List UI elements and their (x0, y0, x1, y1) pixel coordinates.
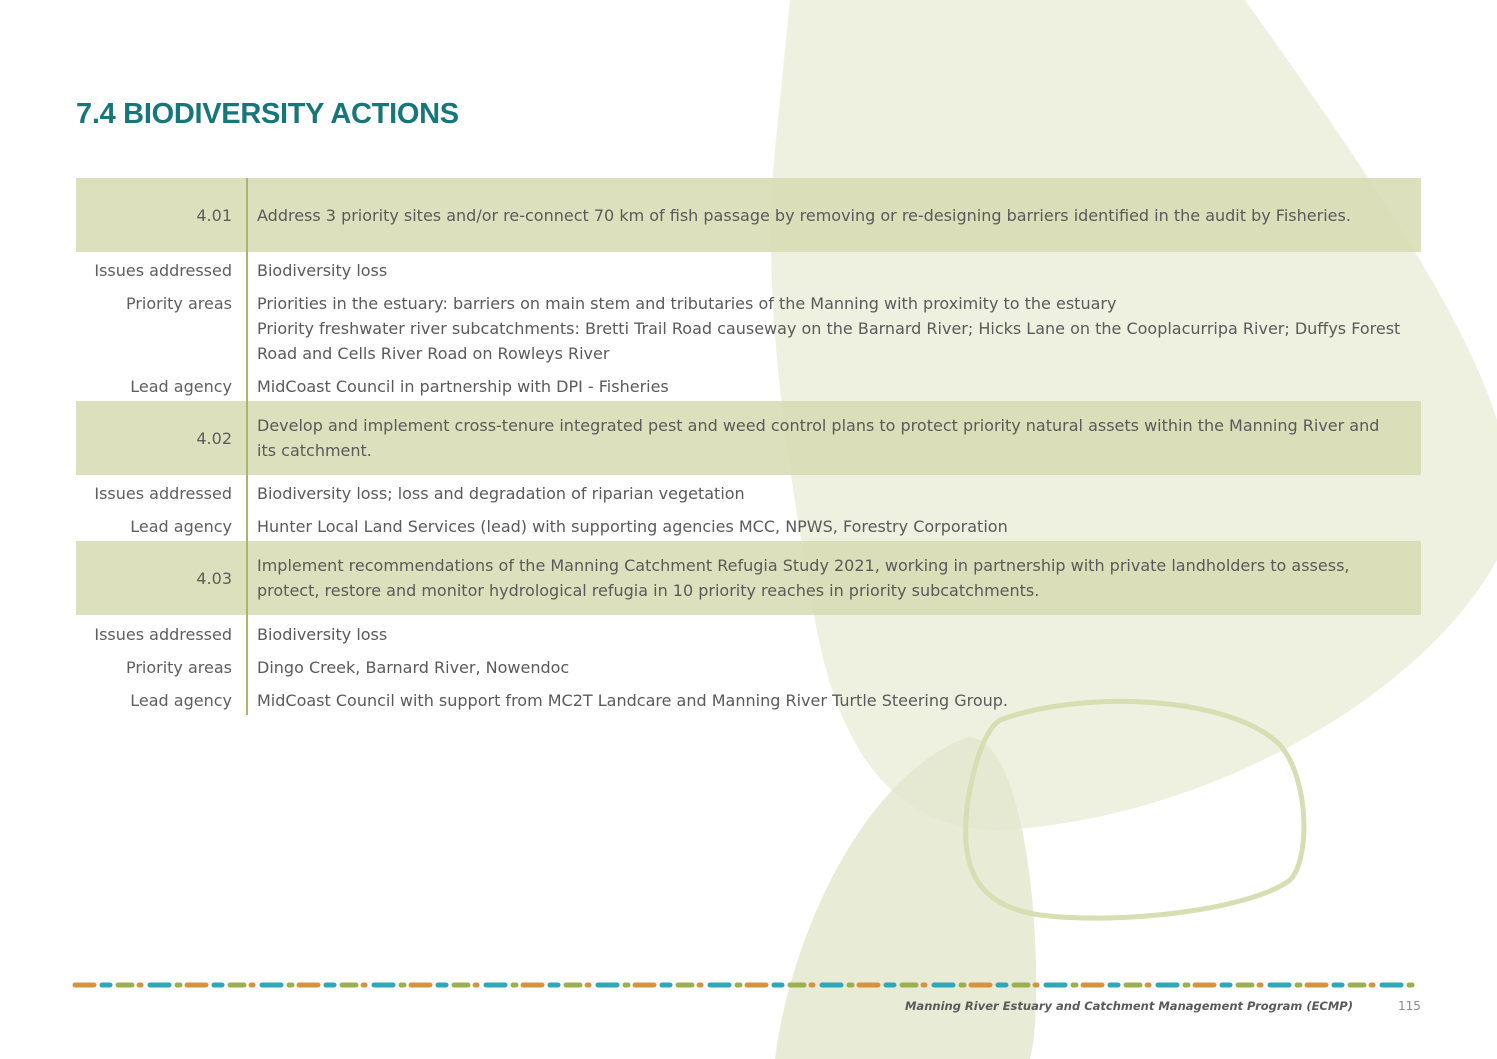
action-number: 4.02 (196, 428, 232, 448)
page-title: 7.4 BIODIVERSITY ACTIONS (76, 98, 459, 130)
footer-dashed-divider (72, 980, 1424, 990)
footer-document-title: Manning River Estuary and Catchment Management Program (ECMP) (904, 999, 1353, 1013)
detail-label: Lead agency (130, 517, 232, 536)
action-header-4-03 (76, 541, 1421, 615)
action-header-4-01 (76, 178, 1421, 252)
detail-label: Priority areas (125, 294, 232, 313)
detail-row-issues (76, 481, 1421, 506)
action-description: Address 3 priority sites and/or re-connect 70 km of fish passage by removing or re-designing barriers identified in the audit by Fisheries. (257, 205, 1351, 225)
detail-row-issues (76, 258, 1421, 283)
action-description: Develop and implement cross-tenure integrated pest and weed control plans to protect priority natural assets within the Manning River and its catchment. (257, 416, 1380, 460)
detail-value: Biodiversity loss (257, 625, 388, 644)
detail-row-lead-agency (76, 514, 1421, 539)
detail-label: Priority areas (125, 658, 232, 677)
detail-value: MidCoast Council with support from MC2T Landcare and Manning River Turtle Steering Group. (257, 691, 1009, 710)
action-number: 4.03 (196, 568, 232, 588)
detail-value: Biodiversity loss (257, 261, 388, 280)
detail-value: MidCoast Council in partnership with DPI - Fisheries (257, 377, 669, 396)
detail-label: Lead agency (130, 691, 232, 710)
detail-label: Issues addressed (94, 625, 232, 644)
detail-row-issues (76, 622, 1421, 647)
detail-value: Biodiversity loss; loss and degradation of riparian vegetation (257, 484, 745, 503)
detail-value: Hunter Local Land Services (lead) with supporting agencies MCC, NPWS, Forestry Corporation (257, 517, 1008, 536)
detail-value-group (246, 291, 1421, 366)
detail-label: Issues addressed (94, 484, 232, 503)
page-number: 115 (1398, 999, 1421, 1013)
detail-value: Priority freshwater river subcatchments: Bretti Trail Road causeway on the Barnard River; Hicks Lane on the Cooplacurripa River; Duffys Forest Road and Cells River Road on Rowleys River (257, 319, 1401, 363)
action-description: Implement recommendations of the Manning Catchment Refugia Study 2021, working in partnership with private landholders to assess, protect, restore and monitor hydrological refugia in 10 priority reaches in priority subcatchments. (257, 556, 1350, 600)
detail-label: Lead agency (130, 377, 232, 396)
detail-label: Issues addressed (94, 261, 232, 280)
action-number: 4.01 (196, 205, 232, 225)
detail-row-lead-agency (76, 688, 1421, 715)
detail-row-priority-areas (76, 291, 1421, 366)
detail-value: Priorities in the estuary: barriers on main stem and tributaries of the Manning with proximity to the estuary (257, 294, 1117, 313)
detail-row-priority-areas (76, 655, 1421, 680)
biodiversity-actions-table (76, 178, 1421, 715)
detail-row-lead-agency (76, 374, 1421, 399)
action-header-4-02 (76, 401, 1421, 475)
detail-value: Dingo Creek, Barnard River, Nowendoc (257, 658, 570, 677)
table-divider-line (246, 178, 248, 715)
